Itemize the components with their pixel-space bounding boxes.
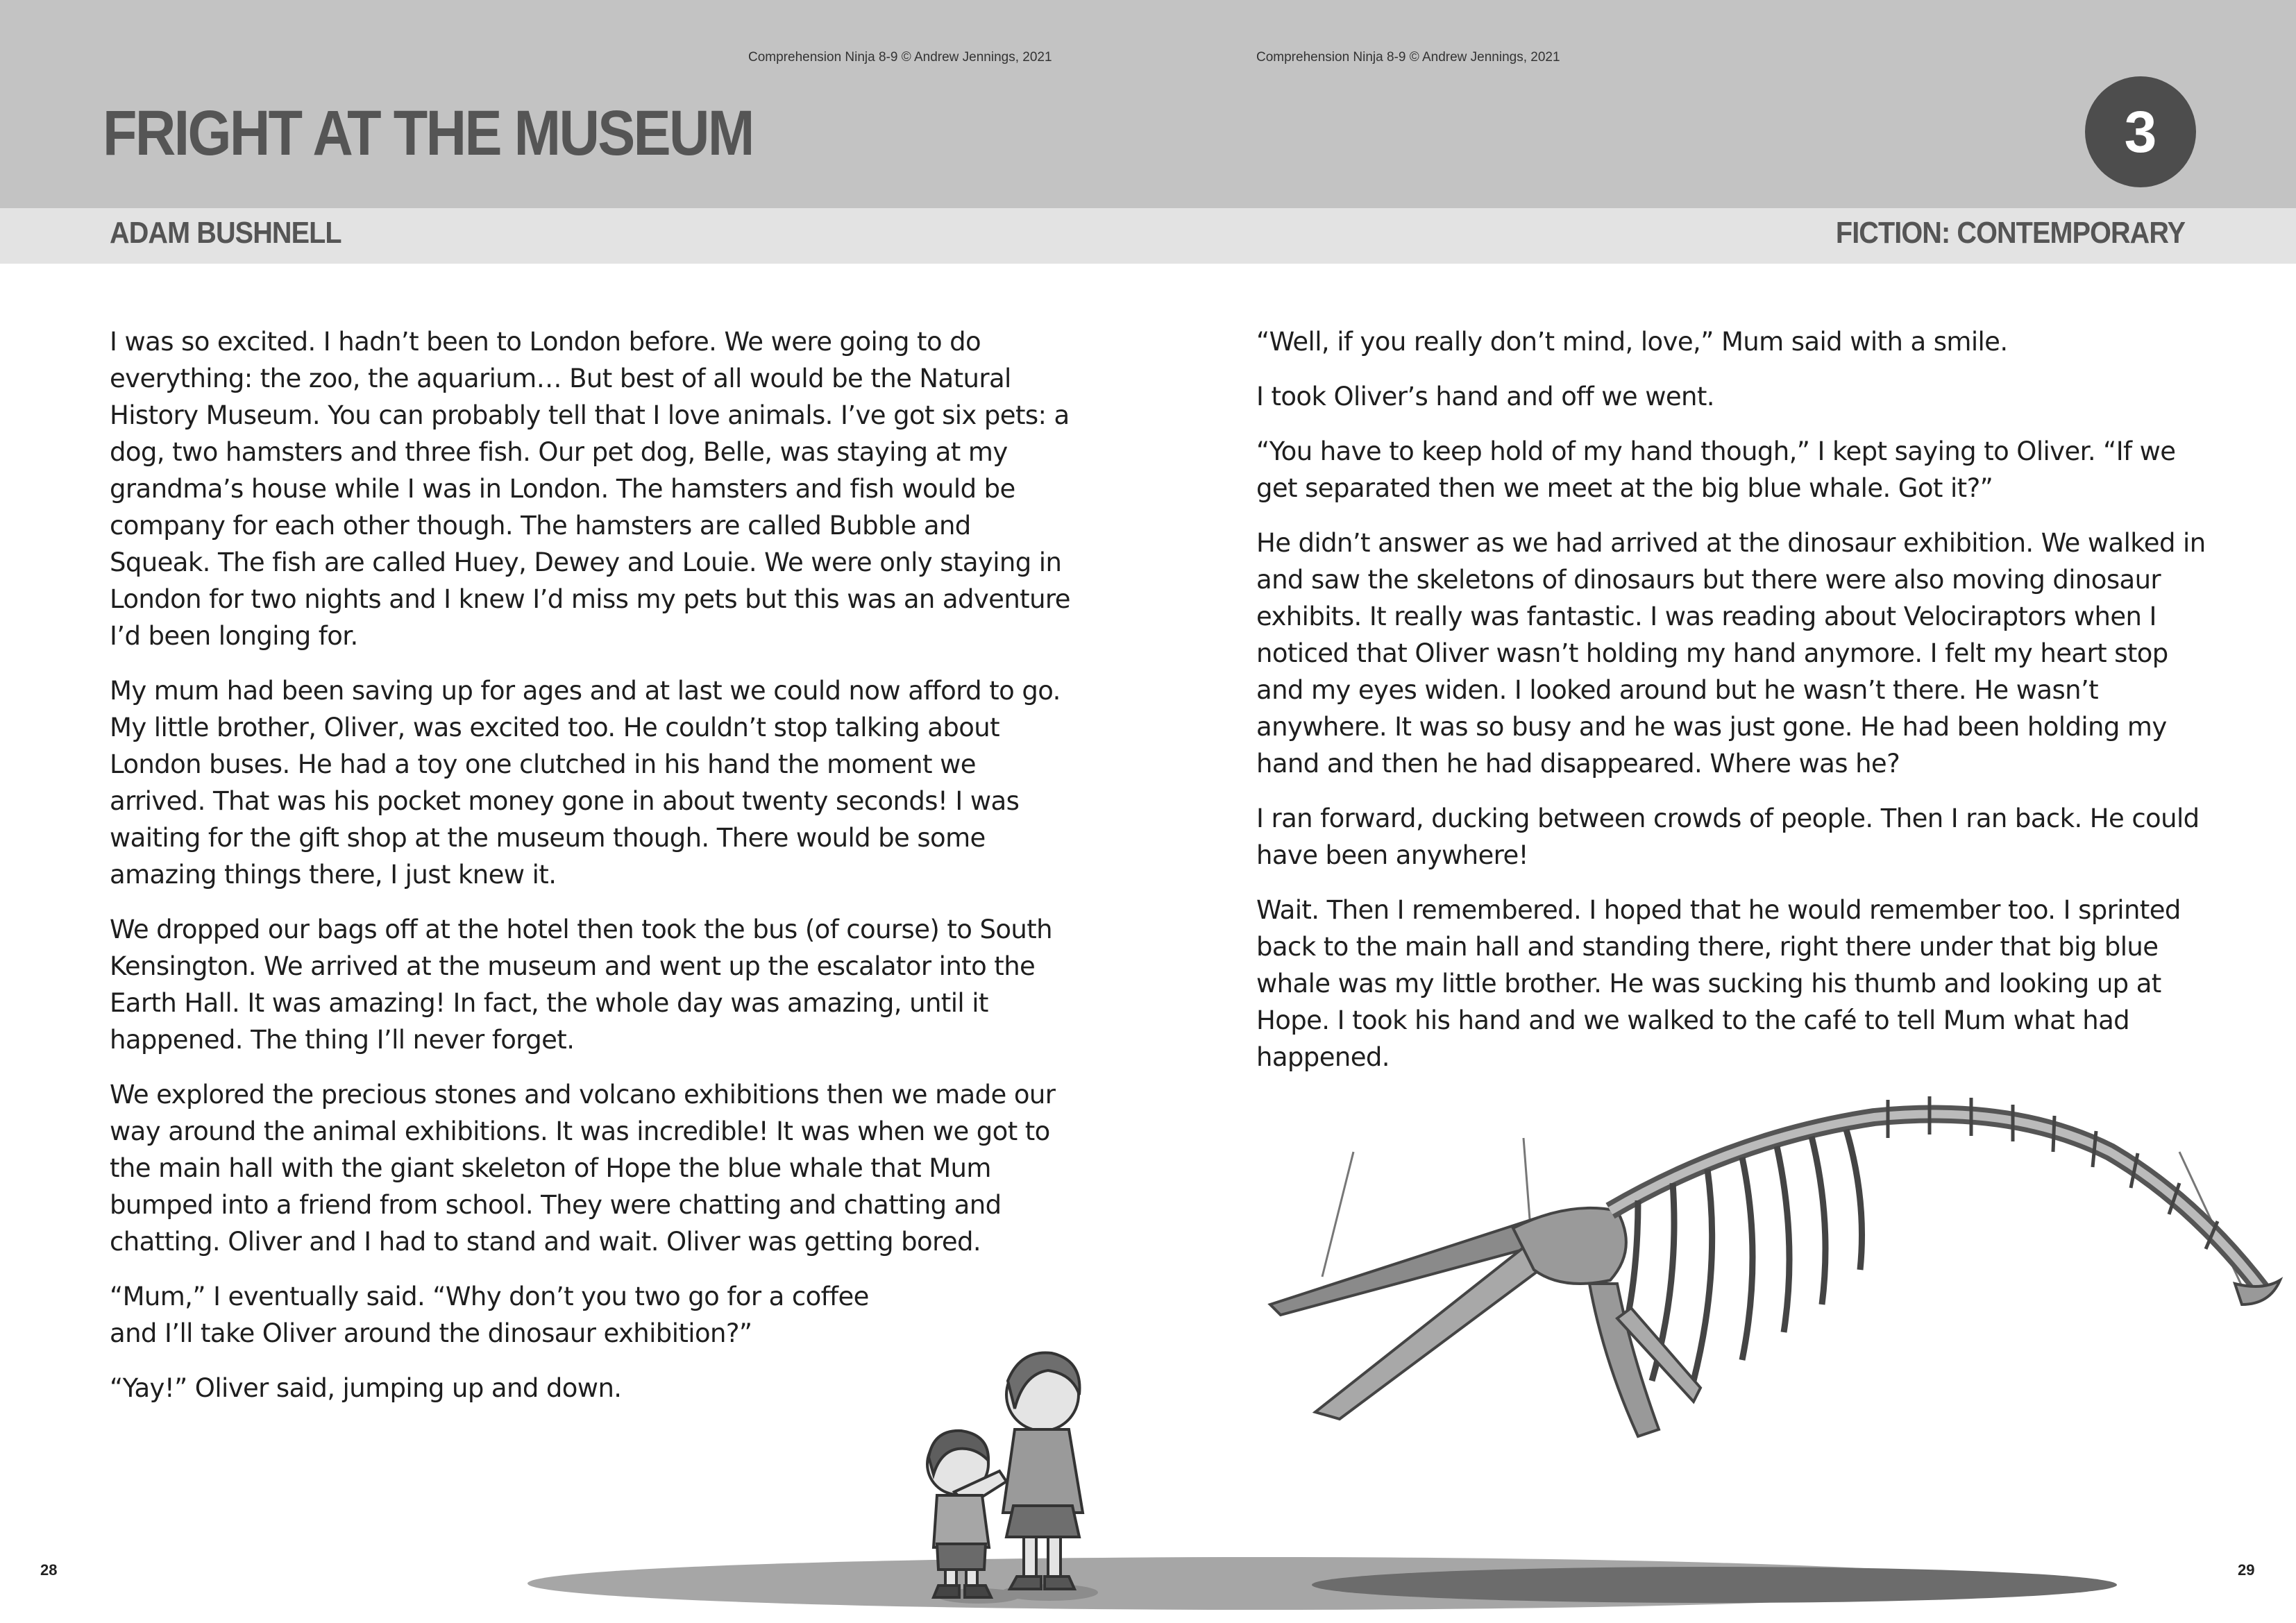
whale-shadow [1312,1567,2117,1603]
page-title: FRIGHT AT THE MUSEUM [103,98,753,169]
floor-shadow [527,1557,1999,1610]
left-text-column [110,323,1074,1425]
paragraph: I was so excited. I hadn’t been to London before. We were going to do everything: the zoo, the aquarium… But best of all would be the Natural History Museum. You can probably tell that I love animals. I’ve got six pets: a dog, two hamsters and three fish. Our pet dog, Belle, was staying at my grandma’s house while I was in London. The hamsters and fish would be company for each other though. The hamsters are called Bubble and Squeak. The fish are called Huey, Dewey and Louie. We were only staying in London for two nights and I knew I’d miss my pets but this was an adventure I’d been longing for. [110,327,1070,651]
paragraph: “Yay!” Oliver said, jumping up and down. [110,1373,622,1403]
suspension-wires [1322,1138,2249,1301]
page-number-right: 29 [2238,1561,2255,1579]
chapter-number-badge: 3 [2085,76,2196,187]
copyright-left: Comprehension Ninja 8-9 © Andrew Jennings, 2021 [748,50,1052,65]
paragraph: Wait. Then I remembered. I hoped that he would remember too. I sprinted back to the main hall and standing there, right there under that big blue whale was my little brother. He was sucking his thumb and looking up at Hope. I took his hand and we walked to the café to tell Mum what had happened. [1256,895,2181,1072]
paragraph: We explored the precious stones and volcano exhibitions then we made our way around the animal exhibitions. It was incredible! It was when we got to the main hall with the giant skeleton of Hope the blue whale that Mum bumped into a friend from school. They were chatting and chatting and chatting. Oliver and I had to stand and wait. Oliver was getting bored. [110,1080,1056,1257]
whale-skeleton [1270,1096,2280,1436]
author-name: ADAM BUSHNELL [110,216,341,250]
paragraph: He didn’t answer as we had arrived at the dinosaur exhibition. We walked in and saw the skeletons of dinosaurs but there were also moving dinosaur exhibits. It really was fantastic. I was reading about Velociraptors when I noticed that Oliver wasn’t holding my hand anymore. I felt my heart stop and my eyes widen. I looked around but he wasn’t there. He wasn’t anywhere. It was so busy and he was just gone. He had been holding my hand and then he had disappeared. Where was he? [1256,528,2206,779]
copyright-right: Comprehension Ninja 8-9 © Andrew Jennings, 2021 [1256,50,1560,65]
paragraph: “Mum,” I eventually said. “Why don’t you two go for a coffee and I’ll take Oliver around the dinosaur exhibition?” [110,1282,869,1348]
paragraph: “You have to keep hold of my hand though,” I kept saying to Oliver. “If we get separated then we meet at the big blue whale. Got it?” [1256,436,2176,503]
paragraph: I ran forward, ducking between crowds of people. Then I ran back. He could have been anywhere! [1256,804,2200,870]
paragraph: We dropped our bags off at the hotel then took the bus (of course) to South Kensington. We arrived at the museum and went up the escalator into the Earth Hall. It was amazing! In fact, the whole day was amazing, until it happened. The thing I’ll never forget. [110,915,1053,1055]
right-text-column [1256,323,2214,1094]
page-number-left: 28 [40,1561,58,1579]
paragraph: I took Oliver’s hand and off we went. [1256,382,1714,411]
genre-label: FICTION: CONTEMPORARY [1835,216,2185,250]
paragraph: My mum had been saving up for ages and at last we could now afford to go. My little brother, Oliver, was excited too. He couldn’t stop talking about London buses. He had a toy one clutched in his hand the moment we arrived. That was his pocket money gone in about twenty seconds! I was waiting for the gift shop at the museum though. There would be some amazing things there, I just knew it. [110,676,1061,890]
paragraph: “Well, if you really don’t mind, love,” Mum said with a smile. [1256,327,2008,357]
